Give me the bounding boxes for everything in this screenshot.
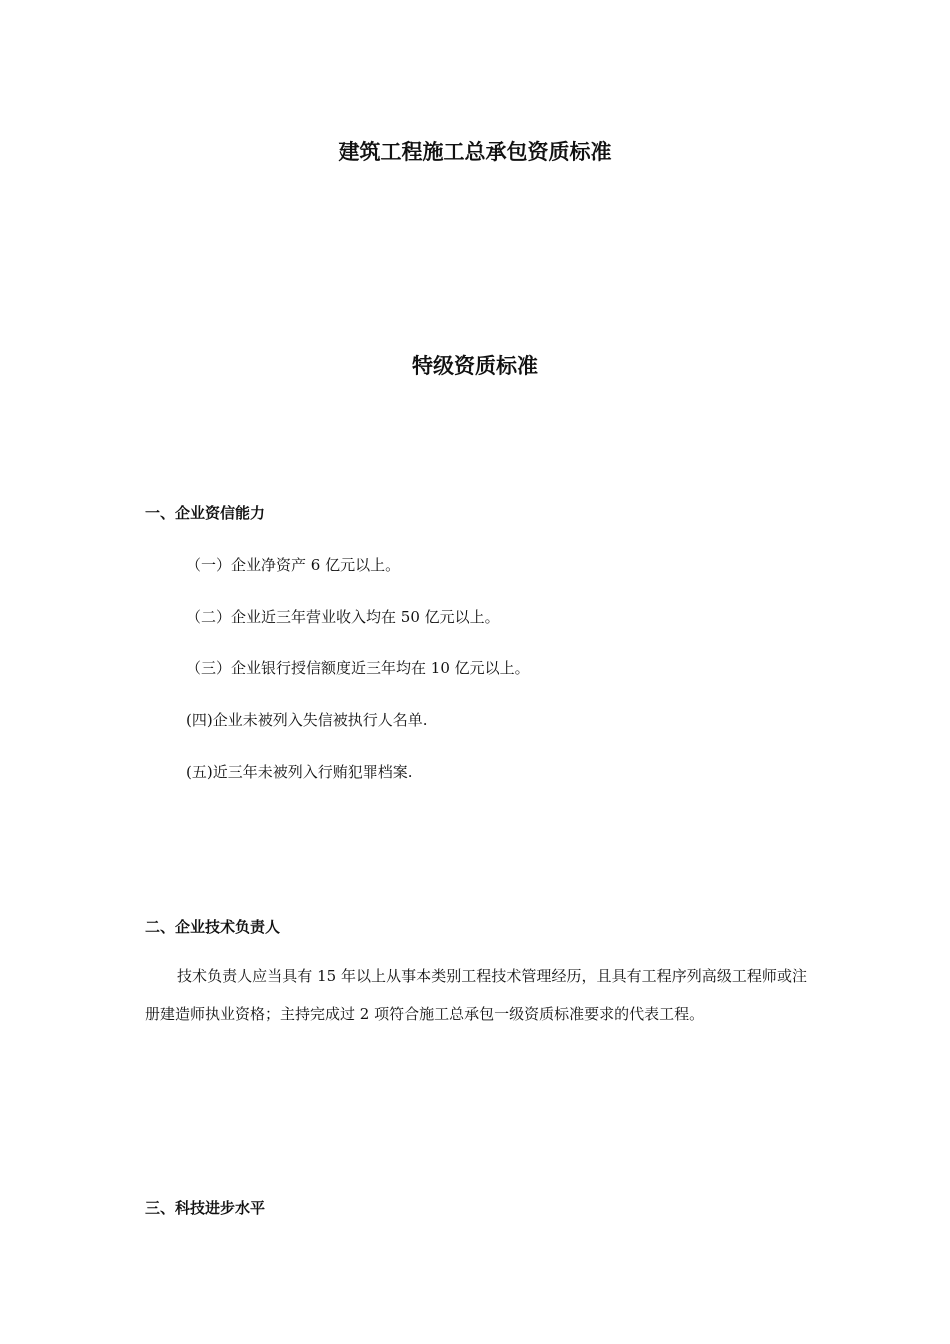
section-heading-tech-progress: 三、科技进步水平 [145,1199,266,1217]
credit-item-4: (四)企业未被列入失信被执行人名单. [186,711,428,729]
section-heading-credit: 一、企业资信能力 [145,504,266,522]
document-title: 建筑工程施工总承包资质标准 [338,140,612,164]
document-subtitle: 特级资质标准 [412,354,538,378]
credit-item-5: (五)近三年未被列入行贿犯罪档案. [186,763,413,781]
tech-lead-paragraph: 技术负责人应当具有 15 年以上从事本类别工程技术管理经历，且具有工程序列高级工程师或注册建造师执业资格；主持完成过 2 项符合施工总承包一级资质标准要求的代表工程。 [145,967,807,1023]
credit-item-2: （二）企业近三年营业收入均在 50 亿元以上。 [186,608,500,626]
credit-item-3: （三）企业银行授信额度近三年均在 10 亿元以上。 [186,659,530,677]
section-heading-tech-lead: 二、企业技术负责人 [145,918,281,936]
credit-item-1: （一）企业净资产 6 亿元以上。 [186,556,401,574]
